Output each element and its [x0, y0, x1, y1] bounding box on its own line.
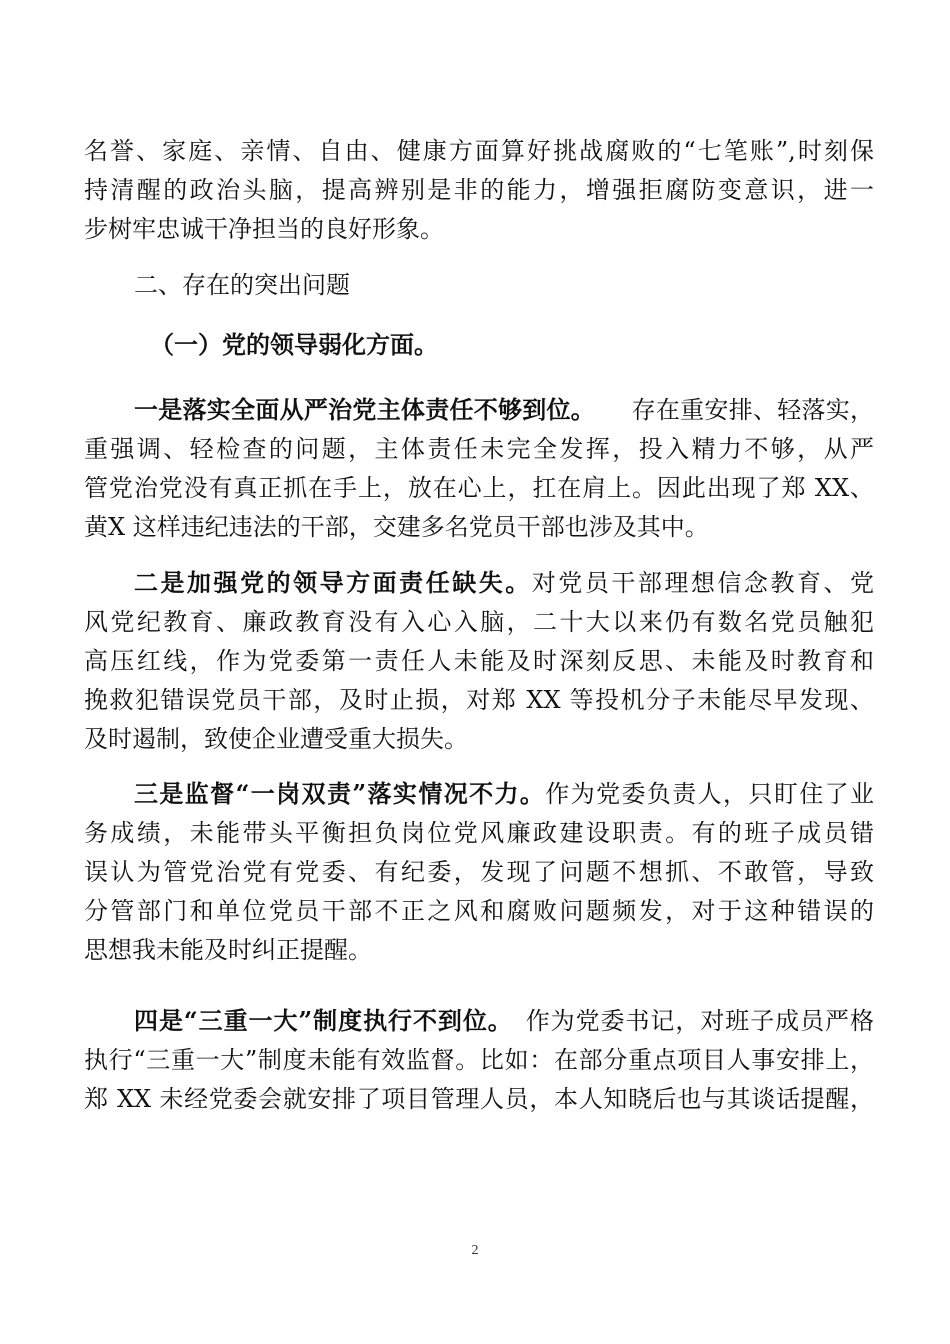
paragraph-lead: 四是“三重一大”制度执行不到位。: [134, 1006, 501, 1035]
paragraph-lead: 二是加强党的领导方面责任缺失。: [134, 568, 532, 597]
paragraph-two: [84, 563, 874, 759]
text-line: 分管部门和单位党员干部不正之风和腐败问题频发，对于这种错误的: [84, 897, 874, 925]
text-line: 持清醒的政治头脑，提高辨别是非的能力，增强拒腐防变意识，进一: [84, 176, 874, 204]
text-line: 风党纪教育、廉政教育没有入心入脑，二十大以来仍有数名党员触犯: [84, 608, 874, 636]
text-line: 挽救犯错误党员干部，及时止损，对郑 XX 等投机分子未能尽早发现、: [84, 686, 874, 714]
text-line: 步树牢忠诚干净担当的良好形象。: [84, 215, 444, 243]
text-span: 对党员干部理想信念教育、党: [531, 569, 875, 597]
text-line: 高压红线，作为党委第一责任人未能及时深刻反思、未能及时教育和: [84, 647, 874, 675]
page-number: 2: [471, 1243, 479, 1258]
paragraph-one: [84, 390, 874, 547]
text-line: 黄X 这样违纪违法的干部，交建多名党员干部也涉及其中。: [84, 513, 709, 541]
text-line: 及时遏制，致使企业遭受重大损失。: [84, 725, 468, 753]
sub-heading: （一）党的领导弱化方面。: [150, 330, 438, 359]
text-line: 务成绩，未能带头平衡担负岗位党风廉政建设职责。有的班子成员错: [84, 819, 874, 847]
text-line: 误认为管党治党有党委、有纪委，发现了问题不想抓、不敢管，导致: [84, 858, 874, 886]
text-span: 作为党委负责人，只盯住了业: [545, 780, 875, 808]
paragraph-four: [84, 1001, 874, 1119]
text-line: 郑 XX 未经党委会就安排了项目管理人员，本人知晓后也与其谈话提醒，: [84, 1085, 874, 1113]
paragraph-three: [84, 774, 874, 970]
section-heading: 二、存在的突出问题: [134, 271, 350, 299]
text-line: 思想我未能及时纠正提醒。: [84, 936, 372, 964]
text-line: [84, 774, 874, 814]
paragraph-lead: 一是落实全面从严治党主体责任不够到位。: [134, 395, 584, 424]
text-line: [84, 563, 874, 603]
text-line: 重强调、轻检查的问题，主体责任未完全发挥，投入精力不够，从严: [84, 435, 874, 463]
paragraph-intro: [84, 132, 874, 249]
text-line: 管党治党没有真正抓在手上，放在心上，扛在肩上。因此出现了郑 XX、: [84, 474, 874, 502]
text-span: 作为党委书记，对班子成员严格: [525, 1007, 875, 1035]
text-span: 存在重安排、轻落实，: [631, 396, 875, 424]
text-line: [84, 1001, 874, 1041]
paragraph-lead: 三是监督“一岗双责”落实情况不力。: [134, 779, 546, 808]
text-line: 执行“三重一大”制度未能有效监督。比如：在部分重点项目人事安排上，: [84, 1046, 874, 1074]
text-line: 名誉、家庭、亲情、自由、健康方面算好挑战腐败的“七笔账”,时刻保: [84, 137, 874, 165]
text-line: [84, 390, 874, 430]
